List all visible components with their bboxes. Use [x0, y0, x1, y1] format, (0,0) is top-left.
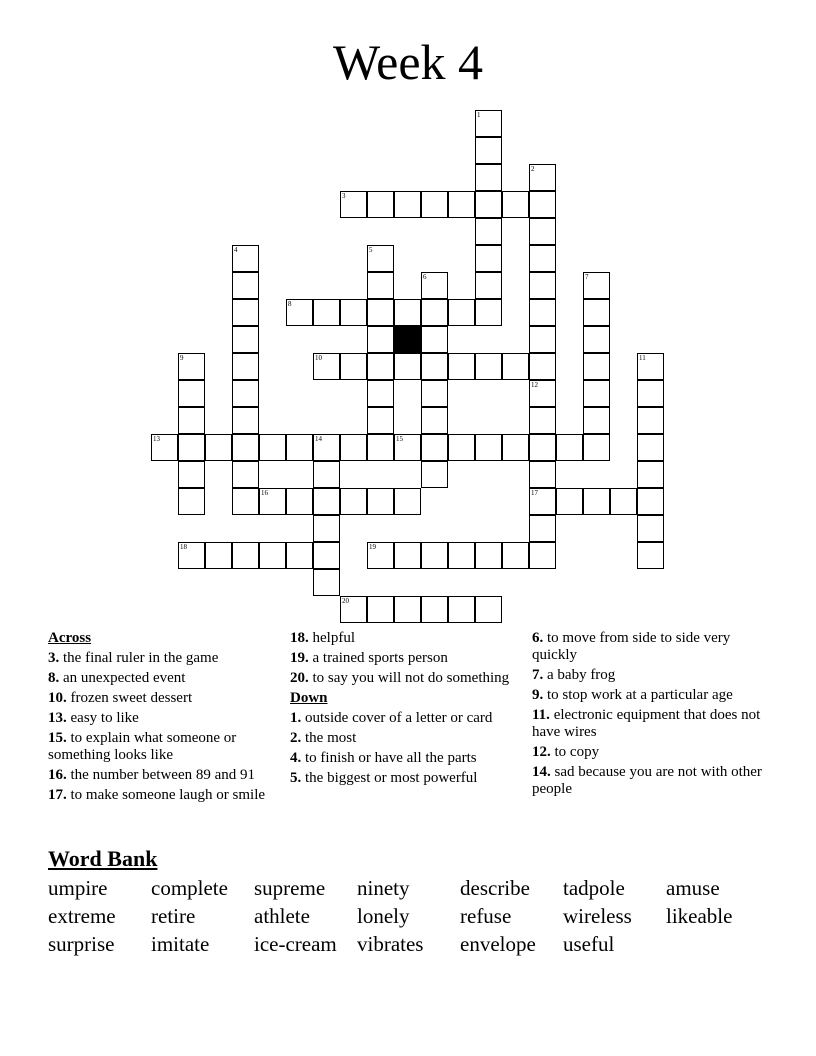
word-bank-title: Word Bank — [48, 846, 158, 871]
grid-cell[interactable] — [313, 299, 340, 326]
grid-cell[interactable] — [367, 353, 394, 380]
grid-cell[interactable] — [340, 596, 367, 623]
clue-item-number: 5. — [290, 770, 302, 786]
grid-cell[interactable] — [394, 299, 421, 326]
grid-cell[interactable] — [529, 191, 556, 218]
grid-cell[interactable] — [529, 380, 556, 407]
clue-item-text: to explain what someone or something looks like — [48, 730, 237, 763]
clue-number: 13 — [153, 435, 160, 443]
clue-number: 12 — [531, 381, 538, 389]
grid-cell[interactable] — [475, 299, 502, 326]
grid-cell[interactable] — [178, 461, 205, 488]
grid-cell[interactable] — [340, 353, 367, 380]
grid-cell[interactable] — [232, 461, 259, 488]
grid-cell[interactable] — [232, 272, 259, 299]
grid-cell[interactable] — [340, 299, 367, 326]
grid-cell[interactable] — [529, 299, 556, 326]
grid-cell[interactable] — [529, 245, 556, 272]
grid-cell[interactable] — [583, 434, 610, 461]
clue-number: 4 — [234, 246, 238, 254]
grid-cell[interactable] — [529, 542, 556, 569]
grid-cell[interactable] — [475, 353, 502, 380]
grid-cell[interactable] — [367, 245, 394, 272]
grid-cell[interactable] — [502, 542, 529, 569]
word-bank-word: retire — [151, 904, 196, 928]
clue-item — [290, 650, 515, 667]
grid-cell[interactable] — [583, 488, 610, 515]
grid-cell[interactable] — [475, 191, 502, 218]
word-bank-word: umpire — [48, 876, 108, 900]
grid-cell[interactable] — [475, 596, 502, 623]
grid-cell[interactable] — [637, 353, 664, 380]
grid-cell[interactable] — [421, 542, 448, 569]
grid-cell[interactable] — [529, 407, 556, 434]
grid-cell[interactable] — [313, 488, 340, 515]
clue-item-number: 2. — [290, 730, 302, 746]
grid-cell[interactable] — [421, 407, 448, 434]
grid-cell[interactable] — [178, 353, 205, 380]
clue-item-number: 7. — [532, 667, 544, 683]
grid-cell[interactable] — [367, 299, 394, 326]
clue-item-number: 17. — [48, 787, 67, 803]
grid-cell[interactable] — [259, 542, 286, 569]
grid-cell[interactable] — [475, 137, 502, 164]
grid-cell[interactable] — [448, 542, 475, 569]
clues-column-2 — [290, 630, 515, 790]
clue-number: 7 — [585, 273, 589, 281]
grid-cell[interactable] — [421, 434, 448, 461]
grid-cell[interactable] — [502, 191, 529, 218]
clue-item-text: electronic equipment that does not have wires — [532, 707, 761, 740]
grid-cell[interactable] — [421, 596, 448, 623]
word-bank-word: vibrates — [357, 932, 424, 956]
clue-number: 5 — [369, 246, 373, 254]
word-bank-word: amuse — [666, 876, 720, 900]
clue-number: 9 — [180, 354, 184, 362]
grid-cell[interactable] — [421, 272, 448, 299]
grid-cell[interactable] — [232, 407, 259, 434]
grid-cell[interactable] — [205, 434, 232, 461]
grid-cell[interactable] — [313, 353, 340, 380]
grid-cell[interactable] — [367, 434, 394, 461]
clue-item-number: 12. — [532, 744, 551, 760]
grid-cell[interactable] — [529, 164, 556, 191]
clue-item — [48, 710, 273, 727]
clue-item-text: to move from side to side very quickly — [532, 630, 731, 663]
clue-number: 8 — [288, 300, 292, 308]
grid-cell[interactable] — [232, 434, 259, 461]
clue-item-number: 10. — [48, 690, 67, 706]
grid-cell[interactable] — [529, 218, 556, 245]
grid-cell[interactable] — [232, 488, 259, 515]
word-bank-word: imitate — [151, 932, 210, 956]
word-bank-word: useful — [563, 932, 615, 956]
grid-cell[interactable] — [367, 380, 394, 407]
grid-cell[interactable] — [421, 353, 448, 380]
grid-cell[interactable] — [637, 542, 664, 569]
clue-item-text: to finish or have all the parts — [305, 750, 477, 766]
grid-cell[interactable] — [475, 434, 502, 461]
grid-cell[interactable] — [475, 272, 502, 299]
grid-cell[interactable] — [367, 326, 394, 353]
clue-number: 10 — [315, 354, 322, 362]
grid-cell[interactable] — [313, 461, 340, 488]
grid-cell[interactable] — [367, 542, 394, 569]
grid-cell[interactable] — [475, 218, 502, 245]
clue-item-number: 1. — [290, 710, 302, 726]
clue-item-text: to copy — [554, 744, 600, 760]
clue-item — [48, 730, 273, 764]
grid-cell[interactable] — [367, 191, 394, 218]
word-bank-word: complete — [151, 876, 228, 900]
clue-number: 6 — [423, 273, 427, 281]
clue-item — [48, 787, 273, 804]
grid-cell[interactable] — [178, 488, 205, 515]
grid-cell[interactable] — [394, 488, 421, 515]
word-bank-word: lonely — [357, 904, 410, 928]
grid-cell[interactable] — [529, 326, 556, 353]
grid-cell[interactable] — [583, 299, 610, 326]
grid-cell[interactable] — [286, 488, 313, 515]
grid-cell[interactable] — [448, 299, 475, 326]
word-bank-word: supreme — [254, 876, 326, 900]
grid-cell[interactable] — [637, 461, 664, 488]
grid-cell[interactable] — [421, 326, 448, 353]
clue-item-number: 8. — [48, 670, 60, 686]
word-bank-word: tadpole — [563, 876, 625, 900]
clue-number: 14 — [315, 435, 322, 443]
grid-cell[interactable] — [448, 353, 475, 380]
grid-block — [394, 326, 421, 353]
clues-column-1 — [48, 630, 273, 807]
clue-item-text: sad because you are not with other people — [532, 764, 762, 797]
clue-item-text: helpful — [312, 630, 355, 646]
grid-cell[interactable] — [178, 380, 205, 407]
grid-cell[interactable] — [421, 461, 448, 488]
grid-cell[interactable] — [286, 434, 313, 461]
clue-item-text: a baby frog — [547, 667, 616, 683]
grid-cell[interactable] — [394, 353, 421, 380]
page-title: Week 4 — [332, 34, 484, 90]
clue-item — [532, 630, 767, 664]
clue-item — [290, 750, 515, 767]
grid-cell[interactable] — [340, 434, 367, 461]
grid-cell[interactable] — [529, 272, 556, 299]
grid-cell[interactable] — [475, 164, 502, 191]
clue-item-number: 11. — [532, 707, 550, 723]
clue-item — [290, 730, 515, 747]
clue-item — [290, 630, 515, 647]
grid-cell[interactable] — [529, 461, 556, 488]
clue-item-number: 20. — [290, 670, 309, 686]
clue-item — [48, 690, 273, 707]
word-bank-word: envelope — [460, 932, 536, 956]
grid-cell[interactable] — [529, 353, 556, 380]
grid-cell[interactable] — [394, 434, 421, 461]
grid-cell[interactable] — [556, 488, 583, 515]
grid-cell[interactable] — [367, 272, 394, 299]
clue-number: 19 — [369, 543, 376, 551]
grid-cell[interactable] — [178, 407, 205, 434]
clue-item — [290, 710, 515, 727]
grid-cell[interactable] — [394, 596, 421, 623]
grid-cell[interactable] — [178, 542, 205, 569]
clue-item — [290, 670, 515, 687]
clue-item-number: 19. — [290, 650, 309, 666]
clue-item — [48, 650, 273, 667]
clue-item — [48, 670, 273, 687]
clue-item-text: easy to like — [70, 710, 139, 726]
clue-item — [532, 744, 767, 761]
grid-cell[interactable] — [529, 488, 556, 515]
clue-number: 18 — [180, 543, 187, 551]
word-bank-word: likeable — [666, 904, 733, 928]
grid-cell[interactable] — [637, 488, 664, 515]
grid-cell[interactable] — [637, 515, 664, 542]
grid-cell[interactable] — [205, 542, 232, 569]
clue-number: 3 — [342, 192, 346, 200]
word-bank-word: surprise — [48, 932, 115, 956]
grid-cell[interactable] — [259, 488, 286, 515]
grid-cell[interactable] — [583, 272, 610, 299]
word-bank-word: refuse — [460, 904, 512, 928]
grid-cell[interactable] — [178, 434, 205, 461]
clue-item-number: 6. — [532, 630, 544, 646]
grid-cell[interactable] — [394, 542, 421, 569]
grid-cell[interactable] — [529, 515, 556, 542]
grid-cell[interactable] — [448, 596, 475, 623]
clue-item-text: to make someone laugh or smile — [70, 787, 266, 803]
word-bank-word: extreme — [48, 904, 116, 928]
clue-number: 11 — [639, 354, 646, 362]
grid-cell[interactable] — [637, 380, 664, 407]
clue-item-text: the final ruler in the game — [63, 650, 219, 666]
clue-item-text: frozen sweet dessert — [70, 690, 193, 706]
clue-item-number: 9. — [532, 687, 544, 703]
grid-cell[interactable] — [583, 407, 610, 434]
clue-number: 2 — [531, 165, 535, 173]
clue-item — [532, 764, 767, 798]
grid-cell[interactable] — [313, 515, 340, 542]
clue-number: 20 — [342, 597, 349, 605]
grid-cell[interactable] — [583, 326, 610, 353]
grid-cell[interactable] — [340, 191, 367, 218]
grid-cell[interactable] — [367, 407, 394, 434]
clue-item-text: a trained sports person — [312, 650, 448, 666]
grid-cell[interactable] — [232, 245, 259, 272]
grid-cell[interactable] — [583, 353, 610, 380]
grid-cell[interactable] — [394, 191, 421, 218]
grid-cell[interactable] — [637, 434, 664, 461]
clue-item — [532, 687, 767, 704]
clue-item-text: the most — [305, 730, 357, 746]
grid-cell[interactable] — [475, 110, 502, 137]
word-bank-word: describe — [460, 876, 530, 900]
clue-item-number: 13. — [48, 710, 67, 726]
clue-item-text: outside cover of a letter or card — [305, 710, 493, 726]
grid-cell[interactable] — [367, 488, 394, 515]
grid-cell[interactable] — [313, 542, 340, 569]
clue-number: 15 — [396, 435, 403, 443]
grid-cell[interactable] — [637, 407, 664, 434]
grid-cell[interactable] — [259, 434, 286, 461]
grid-cell[interactable] — [421, 299, 448, 326]
grid-cell[interactable] — [556, 434, 583, 461]
word-bank-word: ice-cream — [254, 932, 337, 956]
grid-cell[interactable] — [421, 380, 448, 407]
grid-cell[interactable] — [502, 353, 529, 380]
clues-column-3 — [532, 630, 767, 801]
clue-item-number: 16. — [48, 767, 67, 783]
grid-cell[interactable] — [313, 434, 340, 461]
grid-cell[interactable] — [232, 542, 259, 569]
grid-cell[interactable] — [340, 488, 367, 515]
grid-cell[interactable] — [232, 299, 259, 326]
grid-cell[interactable] — [475, 245, 502, 272]
clue-number: 16 — [261, 489, 268, 497]
grid-cell[interactable] — [286, 542, 313, 569]
grid-cell[interactable] — [448, 191, 475, 218]
clue-item — [290, 770, 515, 787]
clue-item-number: 3. — [48, 650, 60, 666]
grid-cell[interactable] — [610, 488, 637, 515]
down-heading: Down — [290, 690, 328, 706]
clue-item-text: the biggest or most powerful — [305, 770, 478, 786]
clue-item-text: the number between 89 and 91 — [70, 767, 256, 783]
clue-item-number: 4. — [290, 750, 302, 766]
grid-cell[interactable] — [232, 326, 259, 353]
clue-item — [532, 707, 767, 741]
clue-number: 1 — [477, 111, 481, 119]
clue-item-text: to say you will not do something — [312, 670, 510, 686]
across-heading: Across — [48, 630, 92, 646]
grid-cell[interactable] — [286, 299, 313, 326]
grid-cell[interactable] — [502, 434, 529, 461]
word-bank-word: ninety — [357, 876, 410, 900]
word-bank-word: athlete — [254, 904, 310, 928]
clue-item-text: an unexpected event — [63, 670, 186, 686]
grid-cell[interactable] — [475, 542, 502, 569]
grid-cell[interactable] — [232, 353, 259, 380]
clue-item — [48, 767, 273, 784]
clue-item-text: to stop work at a particular age — [547, 687, 733, 703]
clue-item-number: 18. — [290, 630, 309, 646]
clue-number: 17 — [531, 489, 538, 497]
clue-item — [532, 667, 767, 684]
grid-cell[interactable] — [367, 596, 394, 623]
clue-item-number: 14. — [532, 764, 551, 780]
word-bank-word: wireless — [563, 904, 632, 928]
clue-item-number: 15. — [48, 730, 67, 746]
grid-cell[interactable] — [583, 380, 610, 407]
grid-cell[interactable] — [313, 569, 340, 596]
grid-cell[interactable] — [151, 434, 178, 461]
grid-cell[interactable] — [232, 380, 259, 407]
grid-cell[interactable] — [421, 191, 448, 218]
grid-cell[interactable] — [529, 434, 556, 461]
grid-cell[interactable] — [448, 434, 475, 461]
